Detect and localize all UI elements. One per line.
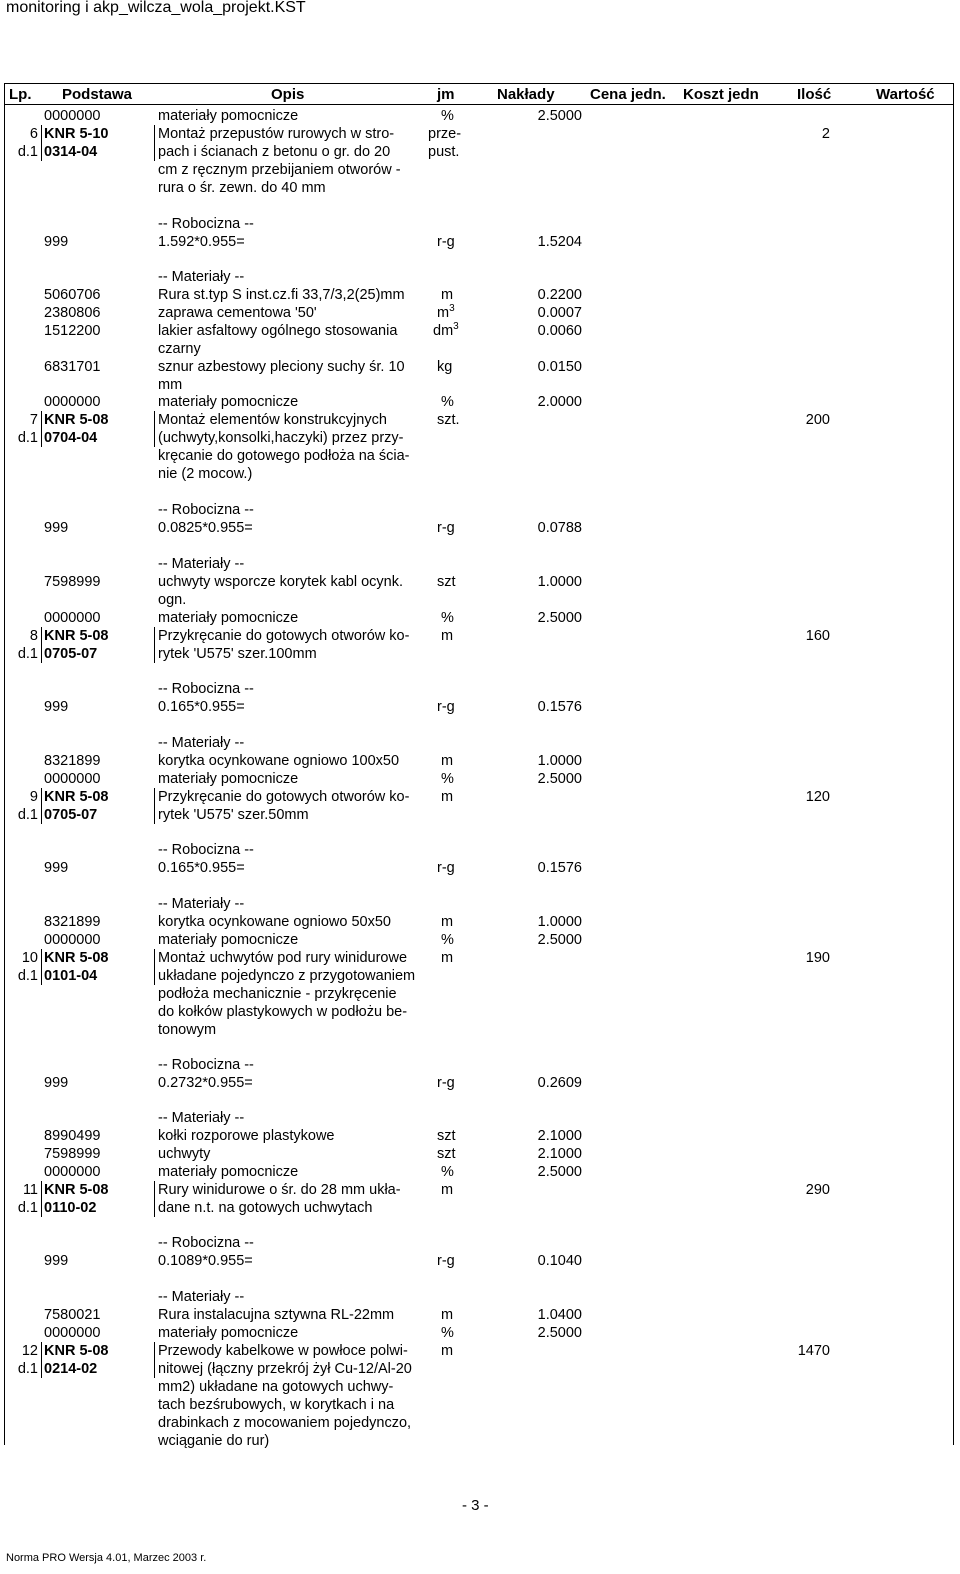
row-opis: materiały pomocnicze — [158, 108, 299, 124]
row-podstawa: 0000000 — [44, 771, 101, 787]
row-opis: Rura st.typ S inst.cz.fi 33,7/3,2(25)mm — [158, 287, 405, 303]
position-desc-line: Przykręcanie do gotowych otworów ko- — [158, 628, 410, 644]
row-opis: materiały pomocnicze — [158, 610, 299, 626]
position-unit: m — [441, 789, 454, 805]
row-jm: r-g — [437, 1075, 455, 1091]
unit-base: dm — [433, 323, 454, 339]
row-naklady: 2.5000 — [537, 1164, 582, 1180]
position-separator — [41, 125, 42, 161]
row-podstawa: 999 — [44, 1075, 69, 1091]
position-separator — [41, 1181, 42, 1217]
row-naklady: 1.0000 — [537, 914, 582, 930]
row-jm: r-g — [437, 520, 455, 536]
header-cena: Cena jedn. — [590, 86, 666, 103]
row-naklady: 0.0788 — [537, 520, 582, 536]
header-wartosc: Wartość — [876, 86, 935, 103]
position-desc-line: pach i ścianach z betonu o gr. do 20 — [158, 144, 391, 160]
row-jm — [433, 322, 459, 340]
position-desc-line: drabinkach z mocowaniem pojedynczo, — [158, 1415, 412, 1431]
position-suffix: d.1 — [17, 807, 38, 823]
position-separator — [154, 949, 155, 985]
position-quantity: 190 — [805, 950, 830, 966]
row-podstawa: 7598999 — [44, 574, 101, 590]
position-suffix: d.1 — [17, 1200, 38, 1216]
row-opis: kołki rozporowe plastykowe — [158, 1128, 335, 1144]
position-desc-line: rytek 'U575' szer.100mm — [158, 646, 317, 662]
row-opis: materiały pomocnicze — [158, 1325, 299, 1341]
header-opis: Opis — [271, 86, 305, 103]
position-quantity: 2 — [821, 126, 830, 142]
header-top-rule — [4, 83, 954, 84]
section-label-robocizna: -- Robocizna -- — [158, 1235, 254, 1251]
row-jm: % — [441, 108, 454, 124]
position-suffix: d.1 — [17, 968, 38, 984]
row-jm: kg — [437, 359, 453, 375]
row-naklady: 2.5000 — [537, 108, 582, 124]
position-desc-line: Przykręcanie do gotowych otworów ko- — [158, 789, 410, 805]
row-podstawa: 7598999 — [44, 1146, 101, 1162]
position-quantity: 120 — [805, 789, 830, 805]
row-naklady: 2.1000 — [537, 1128, 582, 1144]
header-koszt: Koszt jedn — [683, 86, 759, 103]
position-desc-line: układane pojedynczo z przygotowaniem — [158, 968, 416, 984]
position-separator — [41, 627, 42, 663]
position-unit: m — [441, 1343, 454, 1359]
position-catalog: KNR 5-08 — [44, 1182, 109, 1198]
row-opis: materiały pomocnicze — [158, 1164, 299, 1180]
position-catalog: KNR 5-08 — [44, 1343, 109, 1359]
row-podstawa: 999 — [44, 699, 69, 715]
row-naklady: 0.0150 — [537, 359, 582, 375]
row-opis: 1.592*0.955= — [158, 234, 245, 250]
row-podstawa: 999 — [44, 520, 69, 536]
row-podstawa: 8990499 — [44, 1128, 101, 1144]
position-catalog-code: 0214-02 — [44, 1361, 98, 1377]
position-desc-line: podłoża mechanicznie - przykręcenie — [158, 986, 397, 1002]
row-podstawa: 5060706 — [44, 287, 101, 303]
position-number: 10 — [21, 950, 38, 966]
row-naklady: 2.5000 — [537, 1325, 582, 1341]
position-separator — [154, 125, 155, 161]
position-desc-line: do kołków plastykowych w podłożu be- — [158, 1004, 408, 1020]
software-footer: Norma PRO Wersja 4.01, Marzec 2003 r. — [6, 1552, 207, 1564]
position-catalog-code: 0705-07 — [44, 646, 98, 662]
row-opis-cont: ogn. — [158, 592, 187, 608]
position-separator — [154, 1342, 155, 1378]
row-opis: zaprawa cementowa '50' — [158, 305, 317, 321]
position-quantity: 290 — [805, 1182, 830, 1198]
row-naklady: 2.1000 — [537, 1146, 582, 1162]
row-jm: % — [441, 394, 454, 410]
header-naklady: Nakłady — [497, 86, 555, 103]
position-unit: szt. — [437, 412, 460, 428]
section-label-materialy: -- Materiały -- — [158, 1289, 245, 1305]
row-jm: r-g — [437, 1253, 455, 1269]
position-unit: m — [441, 950, 454, 966]
position-desc-line: Rury winidurowe o śr. do 28 mm ukła- — [158, 1182, 401, 1198]
position-desc-line: rytek 'U575' szer.50mm — [158, 807, 309, 823]
header-bottom-rule — [4, 104, 954, 105]
row-naklady: 1.0400 — [537, 1307, 582, 1323]
position-catalog-code: 0101-04 — [44, 968, 98, 984]
position-desc-line: kręcanie do gotowego podłoża na ścia- — [158, 448, 410, 464]
row-jm — [437, 304, 455, 322]
row-podstawa: 8321899 — [44, 753, 101, 769]
row-opis: 0.2732*0.955= — [158, 1075, 253, 1091]
position-separator — [41, 1342, 42, 1378]
position-desc-line: nitowej (łączny przekrój żył Cu-12/Al-20 — [158, 1361, 412, 1377]
position-desc-line: (uchwyty,konsolki,haczyki) przez przy- — [158, 430, 404, 446]
row-naklady: 2.5000 — [537, 932, 582, 948]
section-label-materialy: -- Materiały -- — [158, 269, 245, 285]
position-desc-line: dane n.t. na gotowych uchwytach — [158, 1200, 373, 1216]
table-right-border — [953, 83, 954, 1445]
row-naklady: 1.0000 — [537, 574, 582, 590]
section-label-robocizna: -- Robocizna -- — [158, 216, 254, 232]
unit-exponent: 3 — [449, 303, 455, 315]
position-desc-line: Montaż uchwytów pod rury winidurowe — [158, 950, 408, 966]
section-label-materialy: -- Materiały -- — [158, 896, 245, 912]
position-desc-line: tonowym — [158, 1022, 217, 1038]
row-naklady: 0.2609 — [537, 1075, 582, 1091]
header-jm: jm — [437, 86, 455, 103]
row-naklady: 0.1040 — [537, 1253, 582, 1269]
unit-exponent: 3 — [453, 321, 459, 333]
header-lp: Lp. — [9, 86, 32, 103]
row-naklady: 0.0007 — [537, 305, 582, 321]
header-ilosc: Ilość — [797, 86, 832, 103]
row-opis: korytka ocynkowane ogniowo 100x50 — [158, 753, 400, 769]
position-catalog-code: 0705-07 — [44, 807, 98, 823]
row-opis: korytka ocynkowane ogniowo 50x50 — [158, 914, 391, 930]
row-opis: materiały pomocnicze — [158, 932, 299, 948]
position-unit: m — [441, 1182, 454, 1198]
position-desc-line: mm2) układane na gotowych uchwy- — [158, 1379, 394, 1395]
row-naklady: 0.1576 — [537, 860, 582, 876]
row-jm: m — [441, 914, 454, 930]
position-catalog-code: 0110-02 — [44, 1200, 97, 1216]
row-opis: lakier asfaltowy ogólnego stosowania — [158, 323, 398, 339]
row-jm: m — [441, 287, 454, 303]
unit-base: m — [437, 305, 450, 321]
position-unit-cont: pust. — [428, 144, 460, 160]
header-podstawa: Podstawa — [62, 86, 133, 103]
row-podstawa: 999 — [44, 860, 69, 876]
row-podstawa: 0000000 — [44, 1325, 101, 1341]
section-label-robocizna: -- Robocizna -- — [158, 681, 254, 697]
row-podstawa: 0000000 — [44, 610, 101, 626]
position-desc-line: nie (2 mocow.) — [158, 466, 253, 482]
row-opis: uchwyty wsporcze korytek kabl ocynk. — [158, 574, 403, 590]
section-label-materialy: -- Materiały -- — [158, 1110, 245, 1126]
row-naklady: 0.1576 — [537, 699, 582, 715]
row-opis: 0.165*0.955= — [158, 699, 245, 715]
position-desc-line: Montaż przepustów rurowych w stro- — [158, 126, 395, 142]
position-unit: m — [441, 628, 454, 644]
row-podstawa: 0000000 — [44, 394, 101, 410]
position-catalog-code: 0314-04 — [44, 144, 98, 160]
document-title: monitoring i akp_wilcza_wola_projekt.KST — [6, 0, 306, 16]
row-jm: szt — [437, 574, 456, 590]
row-opis-cont: czarny — [158, 341, 201, 357]
row-podstawa: 999 — [44, 234, 69, 250]
position-unit: prze- — [428, 126, 462, 142]
position-catalog-code: 0704-04 — [44, 430, 98, 446]
position-number: 12 — [21, 1343, 38, 1359]
position-catalog: KNR 5-08 — [44, 628, 109, 644]
position-separator — [154, 627, 155, 663]
page-number: - 3 - — [462, 1497, 489, 1514]
row-naklady: 2.5000 — [537, 771, 582, 787]
table-left-border — [4, 83, 5, 1445]
position-separator — [41, 411, 42, 447]
row-naklady: 0.0060 — [537, 323, 582, 339]
position-desc-line: tach bezśrubowych, w korytkach i na — [158, 1397, 395, 1413]
position-suffix: d.1 — [17, 144, 38, 160]
row-jm: szt — [437, 1128, 456, 1144]
row-podstawa: 7580021 — [44, 1307, 101, 1323]
row-podstawa: 0000000 — [44, 1164, 101, 1180]
row-opis: uchwyty — [158, 1146, 211, 1162]
row-opis: 0.0825*0.955= — [158, 520, 253, 536]
row-opis: 0.165*0.955= — [158, 860, 245, 876]
position-desc-line: Przewody kabelkowe w powłoce polwi- — [158, 1343, 408, 1359]
row-naklady: 1.0000 — [537, 753, 582, 769]
position-catalog: KNR 5-08 — [44, 789, 109, 805]
row-opis-cont: mm — [158, 377, 183, 393]
row-naklady: 2.0000 — [537, 394, 582, 410]
section-label-robocizna: -- Robocizna -- — [158, 502, 254, 518]
row-jm: r-g — [437, 234, 455, 250]
position-separator — [41, 949, 42, 985]
row-jm: % — [441, 1325, 454, 1341]
position-suffix: d.1 — [17, 646, 38, 662]
row-jm: r-g — [437, 860, 455, 876]
row-jm: m — [441, 753, 454, 769]
position-number: 11 — [22, 1182, 38, 1198]
row-opis: sznur azbestowy pleciony suchy śr. 10 — [158, 359, 405, 375]
position-quantity: 160 — [805, 628, 830, 644]
row-jm: % — [441, 1164, 454, 1180]
row-jm: % — [441, 932, 454, 948]
position-desc-line: cm z ręcznym przebijaniem otworów - — [158, 162, 401, 178]
position-desc-line: wciąganie do rur) — [158, 1433, 270, 1449]
position-number: 8 — [29, 628, 38, 644]
section-label-materialy: -- Materiały -- — [158, 556, 245, 572]
row-opis: materiały pomocnicze — [158, 771, 299, 787]
row-jm: r-g — [437, 699, 455, 715]
row-podstawa: 2380806 — [44, 305, 101, 321]
position-catalog: KNR 5-10 — [44, 126, 109, 142]
row-naklady: 2.5000 — [537, 610, 582, 626]
position-suffix: d.1 — [17, 1361, 38, 1377]
row-podstawa: 0000000 — [44, 108, 101, 124]
row-opis: 0.1089*0.955= — [158, 1253, 253, 1269]
row-naklady: 0.2200 — [537, 287, 582, 303]
position-separator — [154, 1181, 155, 1217]
row-podstawa: 1512200 — [44, 323, 101, 339]
position-separator — [154, 411, 155, 447]
position-catalog: KNR 5-08 — [44, 950, 109, 966]
row-jm: % — [441, 610, 454, 626]
position-separator — [154, 788, 155, 824]
position-suffix: d.1 — [17, 430, 38, 446]
row-podstawa: 6831701 — [44, 359, 101, 375]
position-number: 7 — [29, 412, 38, 428]
row-jm: szt — [437, 1146, 456, 1162]
position-quantity: 200 — [805, 412, 830, 428]
row-podstawa: 0000000 — [44, 932, 101, 948]
position-quantity: 1470 — [797, 1343, 830, 1359]
position-number: 6 — [29, 126, 38, 142]
position-separator — [41, 788, 42, 824]
section-label-robocizna: -- Robocizna -- — [158, 842, 254, 858]
section-label-materialy: -- Materiały -- — [158, 735, 245, 751]
position-desc-line: Montaż elementów konstrukcyjnych — [158, 412, 387, 428]
row-naklady: 1.5204 — [537, 234, 582, 250]
row-jm: m — [441, 1307, 454, 1323]
position-number: 9 — [29, 789, 38, 805]
row-opis: materiały pomocnicze — [158, 394, 299, 410]
section-label-robocizna: -- Robocizna -- — [158, 1057, 254, 1073]
row-opis: Rura instalacujna sztywna RL-22mm — [158, 1307, 395, 1323]
row-jm: % — [441, 771, 454, 787]
position-desc-line: rura o śr. zewn. do 40 mm — [158, 180, 326, 196]
row-podstawa: 999 — [44, 1253, 69, 1269]
row-podstawa: 8321899 — [44, 914, 101, 930]
position-catalog: KNR 5-08 — [44, 412, 109, 428]
